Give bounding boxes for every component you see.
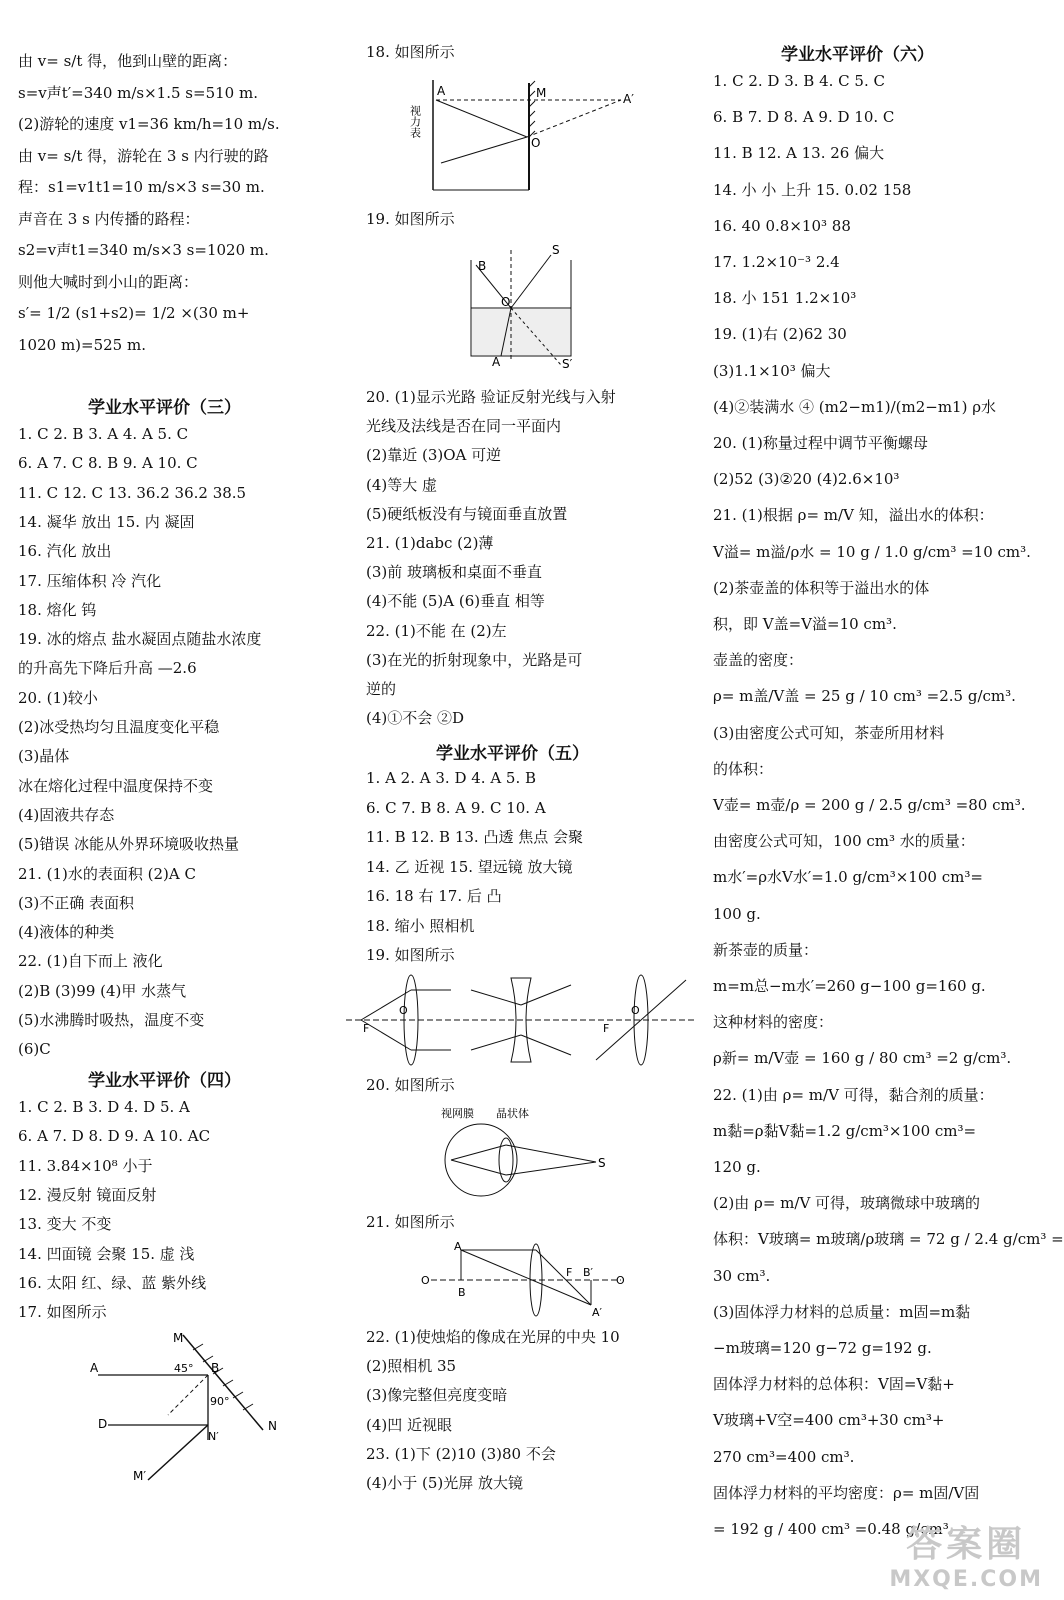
- text-line: 由密度公式可知，100 cm³ 水的质量：: [713, 832, 975, 851]
- text-line: 11. B 12. A 13. 26 偏大: [713, 144, 885, 163]
- text-line: 则他大喊时到小山的距离：: [18, 272, 199, 291]
- text-line: 20. (1)称量过程中调节平衡螺母: [713, 434, 928, 452]
- text-line: 由 v= s/t 得，游轮在 3 s 内行驶的路: [18, 146, 269, 165]
- text-line: 冰在熔化过程中温度保持不变: [18, 776, 214, 795]
- label-O: O: [631, 1004, 640, 1017]
- text-line: ρ= m盖/V盖 = 25 g / 10 cm³ =2.5 g/cm³.: [713, 687, 1016, 706]
- text-line: 14. 凹面镜 会聚 15. 虚 浅: [18, 1244, 195, 1263]
- text-line: 16. 汽化 放出: [18, 542, 112, 561]
- label-M: M: [536, 86, 547, 100]
- text-line: 19. 如图所示: [366, 946, 455, 964]
- text-line: (2)照相机 35: [366, 1357, 457, 1376]
- text-line: (2)茶壶盖的体积等于溢出水的体: [713, 578, 930, 597]
- lens-diagrams: [341, 970, 701, 1070]
- text-line: V溢= m溢/ρ水 = 10 g / 1.0 g/cm³ =10 cm³.: [713, 542, 1031, 561]
- label-A2: A′: [623, 92, 634, 106]
- text-line: 1. C 2. D 3. B 4. C 5. C: [713, 72, 885, 90]
- label-O: O: [531, 136, 541, 150]
- text-line: (5)硬纸板没有与镜面垂直放置: [366, 504, 568, 523]
- label-B: B: [478, 259, 487, 273]
- text-line: 11. B 12. B 13. 凸透 焦点 会聚: [366, 828, 583, 846]
- text-line: 16. 40 0.8×10³ 88: [713, 216, 851, 235]
- text-line: 积，即 V盖=V溢=10 cm³.: [713, 615, 897, 633]
- watermark: [889, 1516, 1043, 1592]
- text-line: (4)②装满水 ④ (m2−m1)/(m2−m1) ρ水: [713, 397, 997, 416]
- text-line: 这种材料的密度：: [713, 1013, 834, 1032]
- text-line: (4)液体的种类: [18, 923, 115, 942]
- text-line: (4)小于 (5)光屏 放大镜: [366, 1474, 524, 1492]
- text-line: 11. 3.84×10⁸ 小于: [18, 1156, 153, 1175]
- text-line: (4)①不会 ②D: [366, 709, 465, 728]
- text-line: 22. (1)自下而上 液化: [18, 952, 163, 971]
- text-line: V玻璃+V空=400 cm³+30 cm³+: [713, 1411, 945, 1430]
- label-O: O: [616, 1274, 625, 1287]
- text-line: (3)在光的折射现象中，光路是可: [366, 650, 583, 669]
- text-line: (4)等大 虚: [366, 475, 438, 494]
- text-line: (6)C: [18, 1040, 51, 1059]
- label-O: O: [421, 1274, 430, 1287]
- convex-lens-image-diagram: [416, 1240, 636, 1320]
- label-N2: N′: [208, 1430, 219, 1443]
- text-line: 壶盖的密度：: [713, 651, 804, 670]
- text-line: (2)由 ρ= m/V 可得，玻璃微球中玻璃的: [713, 1194, 981, 1213]
- label-B2: B′: [583, 1266, 594, 1279]
- refraction-diagram: [466, 240, 606, 370]
- text-line: (2)B (3)99 (4)甲 水蒸气: [18, 981, 187, 1000]
- label-O: O: [399, 1004, 408, 1017]
- text-line: (5)错误 冰能从外界环境吸收热量: [18, 835, 240, 854]
- label-D: D: [98, 1417, 108, 1431]
- label-S2: S′: [562, 357, 573, 371]
- text-line: 的升高先下降后升高 —2.6: [18, 659, 197, 678]
- text-line: (4)不能 (5)A (6)垂直 相等: [366, 592, 545, 611]
- text-line: 22. (1)不能 在 (2)左: [366, 621, 507, 640]
- label-A2: A′: [592, 1306, 603, 1319]
- text-line: 270 cm³=400 cm³.: [713, 1447, 855, 1466]
- label-M2: M′: [133, 1469, 147, 1483]
- text-line: 体积：V玻璃= m玻璃/ρ玻璃 = 72 g / 2.4 g/cm³ =: [713, 1230, 1064, 1249]
- text-line: 11. C 12. C 13. 36.2 36.2 38.5: [18, 483, 247, 502]
- text-line: 21. (1)水的表面积 (2)A C: [18, 864, 196, 883]
- text-line: 18. 小 151 1.2×10³: [713, 289, 857, 308]
- eye-diagram: [436, 1105, 616, 1200]
- text-line: = 192 g / 400 cm³ =0.48 g/cm³.: [713, 1520, 954, 1538]
- watermark-logo: 答案圈: [906, 1524, 1027, 1565]
- label-F: F: [566, 1266, 573, 1279]
- label-A: A: [492, 355, 501, 369]
- text-line: (2)冰受热均匀且温度变化平稳: [18, 718, 220, 736]
- text-line: (3)晶体: [18, 747, 70, 766]
- text-line: 22. (1)使烛焰的像成在光屏的中央 10: [366, 1328, 620, 1346]
- text-line: 21. (1)dabc (2)薄: [366, 534, 494, 552]
- text-line: (2)52 (3)②20 (4)2.6×10³: [713, 470, 900, 489]
- section-heading-5: 学业水平评价（五）: [436, 744, 589, 764]
- text-line: (2)靠近 (3)OA 可逆: [366, 446, 502, 465]
- text-line: (5)水沸腾时吸热，温度不变: [18, 1011, 205, 1029]
- text-line: 程：s1=v1t1=10 m/s×3 s=30 m.: [18, 178, 265, 196]
- text-line: 声音在 3 s 内传播的路程：: [18, 209, 200, 228]
- label-S: S: [598, 1156, 606, 1170]
- text-line: 100 g.: [713, 904, 761, 923]
- label-A: A: [454, 1240, 462, 1253]
- text-line: 16. 18 右 17. 后 凸: [366, 887, 502, 905]
- text-line: 14. 乙 近视 15. 望远镜 放大镜: [366, 857, 573, 876]
- label-retina: 视网膜: [441, 1107, 474, 1120]
- text-line: 17. 1.2×10⁻³ 2.4: [713, 253, 840, 271]
- label-M: M: [173, 1331, 184, 1345]
- label-45: 45°: [174, 1362, 194, 1375]
- text-line: (4)固液共存态: [18, 805, 115, 824]
- text-line: 1. A 2. A 3. D 4. A 5. B: [366, 769, 537, 787]
- text-line: 6. C 7. B 8. A 9. C 10. A: [366, 798, 546, 817]
- text-line: 18. 熔化 钨: [18, 600, 97, 619]
- text-line: 120 g.: [713, 1158, 761, 1176]
- text-line: (3)1.1×10³ 偏大: [713, 361, 831, 380]
- text-line: (4)凹 近视眼: [366, 1415, 453, 1434]
- text-line: 1. C 2. B 3. A 4. A 5. C: [18, 425, 189, 443]
- text-line: (3)不正确 表面积: [18, 893, 135, 912]
- text-line: −m玻璃=120 g−72 g=192 g.: [713, 1339, 932, 1357]
- text-line: 18. 缩小 照相机: [366, 916, 475, 935]
- section-heading-3: 学业水平评价（三）: [88, 398, 241, 418]
- label-lens: 晶状体: [496, 1107, 529, 1120]
- text-line: 6. A 7. C 8. B 9. A 10. C: [18, 454, 198, 473]
- label-F: F: [363, 1022, 370, 1035]
- text-line: ρ新= m/V壶 = 160 g / 80 cm³ =2 g/cm³.: [713, 1049, 1012, 1068]
- text-line: 新茶壶的质量：: [713, 940, 819, 959]
- label-chart: 视力表: [408, 105, 422, 138]
- text-line: 逆的: [366, 680, 397, 698]
- text-line: 由 v= s/t 得，他到山壁的距离：: [18, 52, 238, 70]
- line: 20. 如图所示: [366, 1076, 455, 1094]
- text-line: V壶= m壶/ρ = 200 g / 2.5 g/cm³ =80 cm³.: [713, 796, 1026, 814]
- section-heading-4: 学业水平评价（四）: [88, 1071, 241, 1091]
- text-line: 30 cm³.: [713, 1266, 771, 1285]
- text-line: 13. 变大 不变: [18, 1215, 112, 1234]
- label-A: A: [90, 1361, 99, 1375]
- mirror-reflection-diagram: [78, 1330, 308, 1490]
- text-line: (3)由密度公式可知，茶壶所用材料: [713, 723, 945, 742]
- text-line: 的体积：: [713, 759, 774, 778]
- text-line: m黏=ρ黏V黏=1.2 g/cm³×100 cm³=: [713, 1121, 977, 1140]
- text-line: (2)游轮的速度 v1=36 km/h=10 m/s.: [18, 115, 280, 133]
- label-O: O: [501, 295, 511, 309]
- label-N: N: [268, 1419, 277, 1433]
- text-line: 14. 小 小 上升 15. 0.02 158: [713, 180, 912, 199]
- watermark-url: MXQE.COM: [889, 1567, 1043, 1592]
- text-line: 固体浮力材料的平均密度：ρ= m固/V固: [713, 1483, 980, 1502]
- text-line: 14. 凝华 放出 15. 内 凝固: [18, 512, 195, 531]
- line: 18. 如图所示: [366, 43, 455, 61]
- text-line: (3)固体浮力材料的总质量：m固=m黏: [713, 1302, 971, 1321]
- vision-chart-mirror-diagram: [408, 75, 671, 195]
- label-B: B: [458, 1286, 466, 1299]
- line: 19. 如图所示: [366, 210, 455, 228]
- text-line: 16. 太阳 红、绿、蓝 紫外线: [18, 1273, 207, 1292]
- text-line: s2=v声t1=340 m/s×3 s=1020 m.: [18, 241, 269, 259]
- text-line: 1. C 2. B 3. D 4. D 5. A: [18, 1098, 190, 1116]
- text-line: 1020 m)=525 m.: [18, 335, 146, 354]
- text-line: m水′=ρ水V水′=1.0 g/cm³×100 cm³=: [713, 868, 983, 887]
- label-A: A: [437, 84, 446, 98]
- text-line: 20. (1)较小: [18, 688, 98, 707]
- text-line: 6. B 7. D 8. A 9. D 10. C: [713, 108, 895, 127]
- label-F: F: [603, 1022, 610, 1035]
- section-heading-6: 学业水平评价（六）: [781, 45, 934, 65]
- text-line: 22. (1)由 ρ= m/V 可得，黏合剂的质量：: [713, 1085, 994, 1104]
- text-line: (3)像完整但亮度变暗: [366, 1386, 508, 1405]
- line: 21. 如图所示: [366, 1213, 455, 1231]
- text-line: 19. (1)右 (2)62 30: [713, 325, 847, 344]
- text-line: m=m总−m水′=260 g−100 g=160 g.: [713, 977, 986, 995]
- label-S: S: [552, 243, 560, 257]
- text-line: 12. 漫反射 镜面反射: [18, 1185, 157, 1204]
- text-line: 20. (1)显示光路 验证反射光线与入射: [366, 388, 616, 406]
- label-90: 90°: [210, 1395, 230, 1408]
- text-line: 19. 冰的熔点 盐水凝固点随盐水浓度: [18, 630, 262, 649]
- text-line: 17. 压缩体积 冷 汽化: [18, 571, 162, 590]
- text-line: 光线及法线是否在同一平面内: [366, 417, 562, 436]
- text-line: 17. 如图所示: [18, 1303, 107, 1322]
- text-line: 23. (1)下 (2)10 (3)80 不会: [366, 1444, 556, 1463]
- text-line: s=v声t′=340 m/s×1.5 s=510 m.: [18, 83, 258, 102]
- text-line: 固体浮力材料的总体积：V固=V黏+: [713, 1375, 955, 1394]
- text-line: 21. (1)根据 ρ= m/V 知，溢出水的体积：: [713, 506, 994, 525]
- text-line: 6. A 7. D 8. D 9. A 10. AC: [18, 1127, 211, 1146]
- label-B: B: [211, 1361, 220, 1375]
- text-line: (3)前 玻璃板和桌面不垂直: [366, 563, 543, 582]
- text-line: s′= 1/2 (s1+s2)= 1/2 ×(30 m+: [18, 304, 250, 322]
